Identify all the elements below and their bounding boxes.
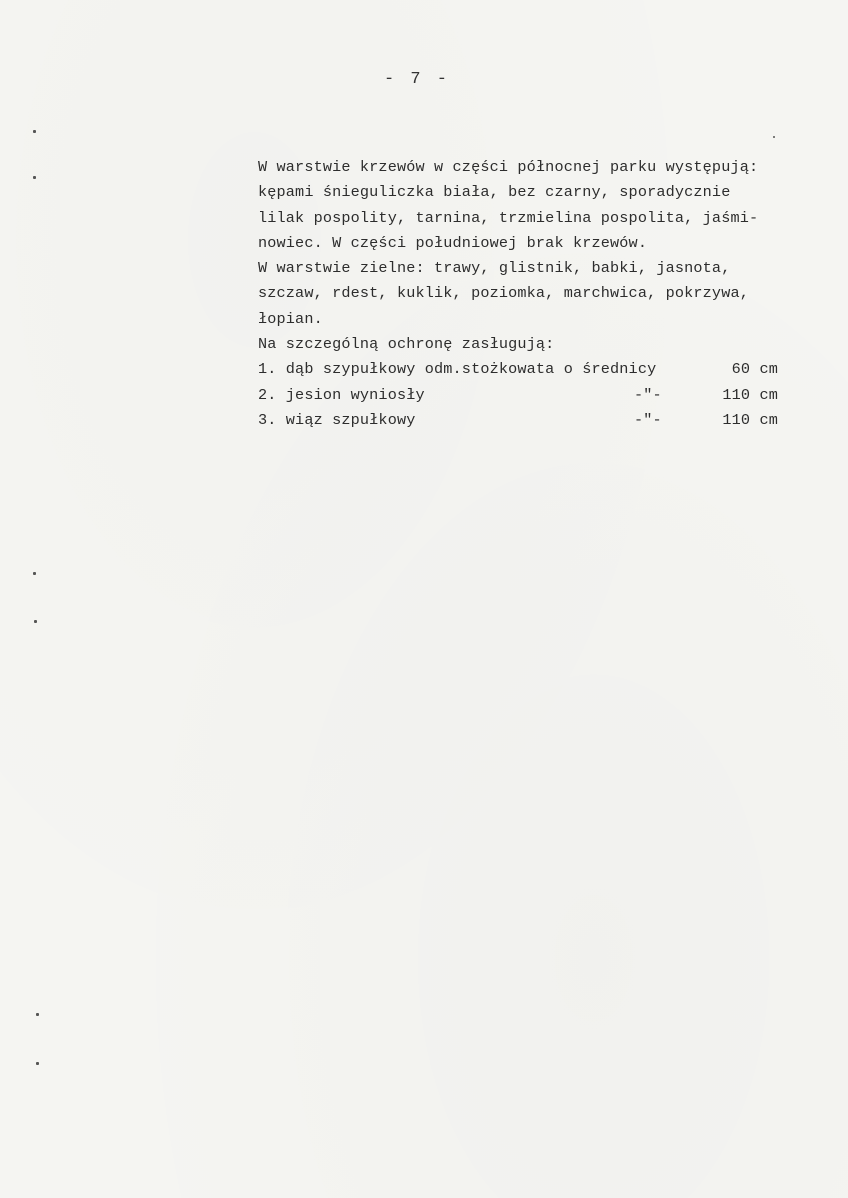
- paragraph-line: łopian.: [258, 309, 323, 328]
- ditto-mark: -"-: [634, 385, 662, 404]
- tree-name: 3. wiąz szpułkowy: [258, 410, 416, 429]
- paragraph-line: szczaw, rdest, kuklik, poziomka, marchwica, pokrzywa,: [258, 284, 749, 303]
- ditto-mark: -"-: [634, 410, 662, 429]
- paragraph-line: Na szczególną ochronę zasługują:: [258, 335, 555, 354]
- paragraph-line: W warstwie zielne: trawy, glistnik, babki, jasnota,: [258, 259, 731, 278]
- paragraph-line: lilak pospolity, tarnina, trzmielina pospolita, jaśmi-: [258, 208, 759, 227]
- page-number: - 7 -: [384, 70, 451, 89]
- margin-mark: [33, 176, 36, 179]
- tree-list-item: [258, 357, 838, 382]
- tree-diameter: 60 cm: [731, 360, 778, 379]
- tree-diameter: 110 cm: [722, 385, 778, 404]
- tree-diameter: 110 cm: [722, 410, 778, 429]
- tree-name: 2. jesion wyniosły: [258, 385, 425, 404]
- margin-mark: [36, 1013, 39, 1016]
- margin-mark: [36, 1062, 39, 1065]
- paragraph-line: W warstwie krzewów w części północnej parku występują:: [258, 158, 759, 176]
- tree-list-item: [258, 383, 838, 408]
- paragraph-line: kępami śnieguliczka biała, bez czarny, sporadycznie: [258, 183, 731, 202]
- tree-list-item: [258, 408, 838, 433]
- margin-mark: [33, 130, 36, 133]
- document-body: [258, 155, 838, 433]
- margin-mark: [773, 136, 775, 138]
- margin-mark: [34, 620, 37, 623]
- tree-name: 1. dąb szypułkowy odm.stożkowata o średnicy: [258, 360, 657, 379]
- paragraph-line: nowiec. W części południowej brak krzewów.: [258, 233, 648, 252]
- margin-mark: [33, 572, 36, 575]
